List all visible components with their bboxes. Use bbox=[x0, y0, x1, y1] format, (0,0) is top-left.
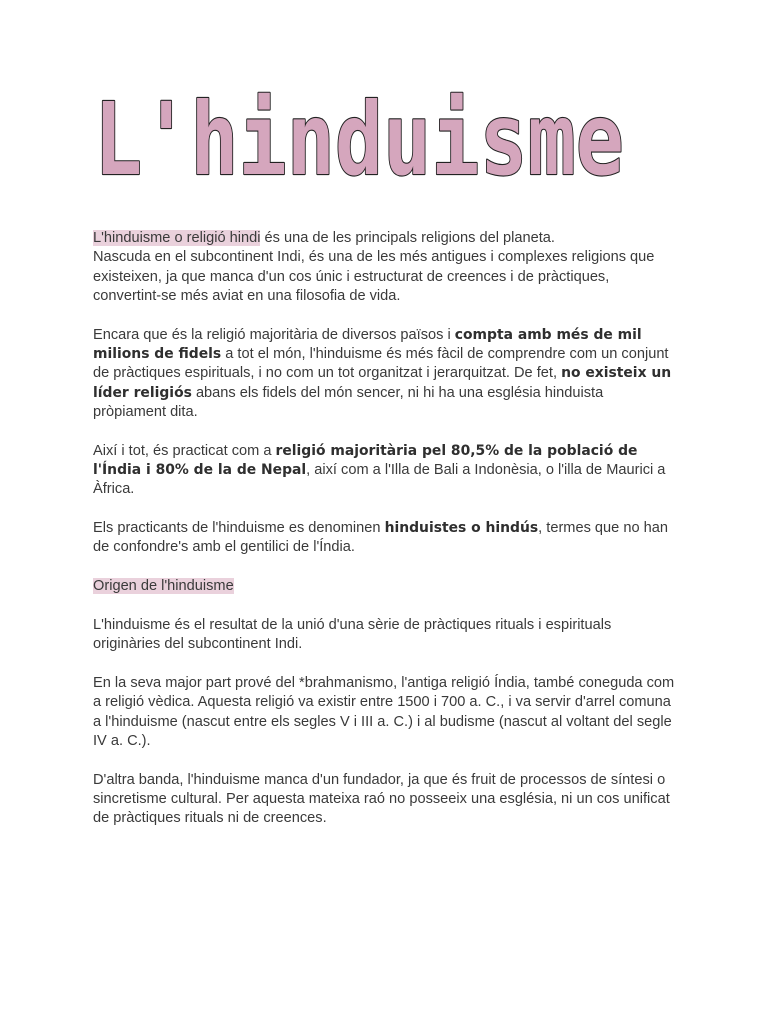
paragraph-origin: L'hinduisme és el resultat de la unió d'una sèrie de pràctiques rituals i espirituals originàries del subcontinent Indi. bbox=[93, 616, 612, 653]
paragraph-text: abans els fidels del món sencer, ni hi ha una església hinduista pròpiament dita. bbox=[93, 384, 604, 420]
paragraph-practitioners bbox=[93, 519, 678, 558]
paragraph-founder: D'altra banda, l'hinduisme manca d'un fundador, ja que és fruit de processos de síntesi o sincretisme cultural. Per aquesta mateixa raó no posseeix una església, ni un cos unificat de pràctiques rituals ni de creences. bbox=[93, 771, 670, 827]
paragraph-text: Els practicants de l'hinduisme es denominen bbox=[93, 520, 385, 537]
paragraph-text: a tot el món, l'hinduisme és més fàcil de comprendre com un conjunt de pràctiques espirituals, i no com un tot organitzat i jerarquitzat. De fet, bbox=[93, 345, 669, 382]
bold-text: hinduistes o hindús bbox=[384, 520, 539, 537]
bold-text: compta amb més de mil milions de fidels bbox=[93, 326, 642, 362]
paragraph-majority bbox=[93, 442, 678, 500]
paragraph-text: és una de les principals religions del planeta. bbox=[260, 230, 555, 246]
paragraph-text: , així com a l'Illa de Bali a Indonèsia, o l'illa de Maurici a Àfrica. bbox=[93, 461, 666, 498]
paragraph-text: , termes que no han de confondre's amb el gentilici de l'Índia. bbox=[93, 520, 668, 556]
title-wordart bbox=[90, 78, 650, 198]
paragraph-intro bbox=[93, 229, 678, 306]
paragraph-followers bbox=[93, 326, 678, 422]
paragraph-text: Nascuda en el subcontinent Indi, és una de les més antigues i complexes religions que existeixen, ja que manca d'un cos únic i estructurat de creences i de pràctiques, convertint-se més aviat en una filosofia de vida. bbox=[93, 249, 655, 304]
bold-text: religió majoritària pel 80,5% de la població de l'Índia i 80% de la de Nepal bbox=[93, 442, 638, 478]
highlighted-term: L'hinduisme o religió hindi bbox=[93, 230, 261, 246]
section-heading bbox=[93, 577, 678, 596]
section-heading-text: Origen de l'hinduisme bbox=[93, 578, 234, 595]
page-title bbox=[90, 78, 650, 198]
document-body bbox=[93, 229, 678, 848]
paragraph-text: Així i tot, és practicat com a bbox=[93, 442, 276, 459]
paragraph-brahmanism: En la seva major part prové del *brahmanismo, l'antiga religió Índia, també coneguda com a religió vèdica. Aquesta religió va existir entre 1500 i 700 a. C., i va servir d'arrel comuna a l'hinduisme (nascut entre els segles V i III a. C.) i al budisme (nascut al voltant del segle IV a. C.). bbox=[93, 675, 675, 749]
paragraph-text: Encara que és la religió majoritària de diversos països i bbox=[93, 326, 455, 343]
bold-text: no existeix un líder religiós bbox=[93, 365, 672, 401]
title-text: L'hinduisme bbox=[94, 81, 624, 198]
